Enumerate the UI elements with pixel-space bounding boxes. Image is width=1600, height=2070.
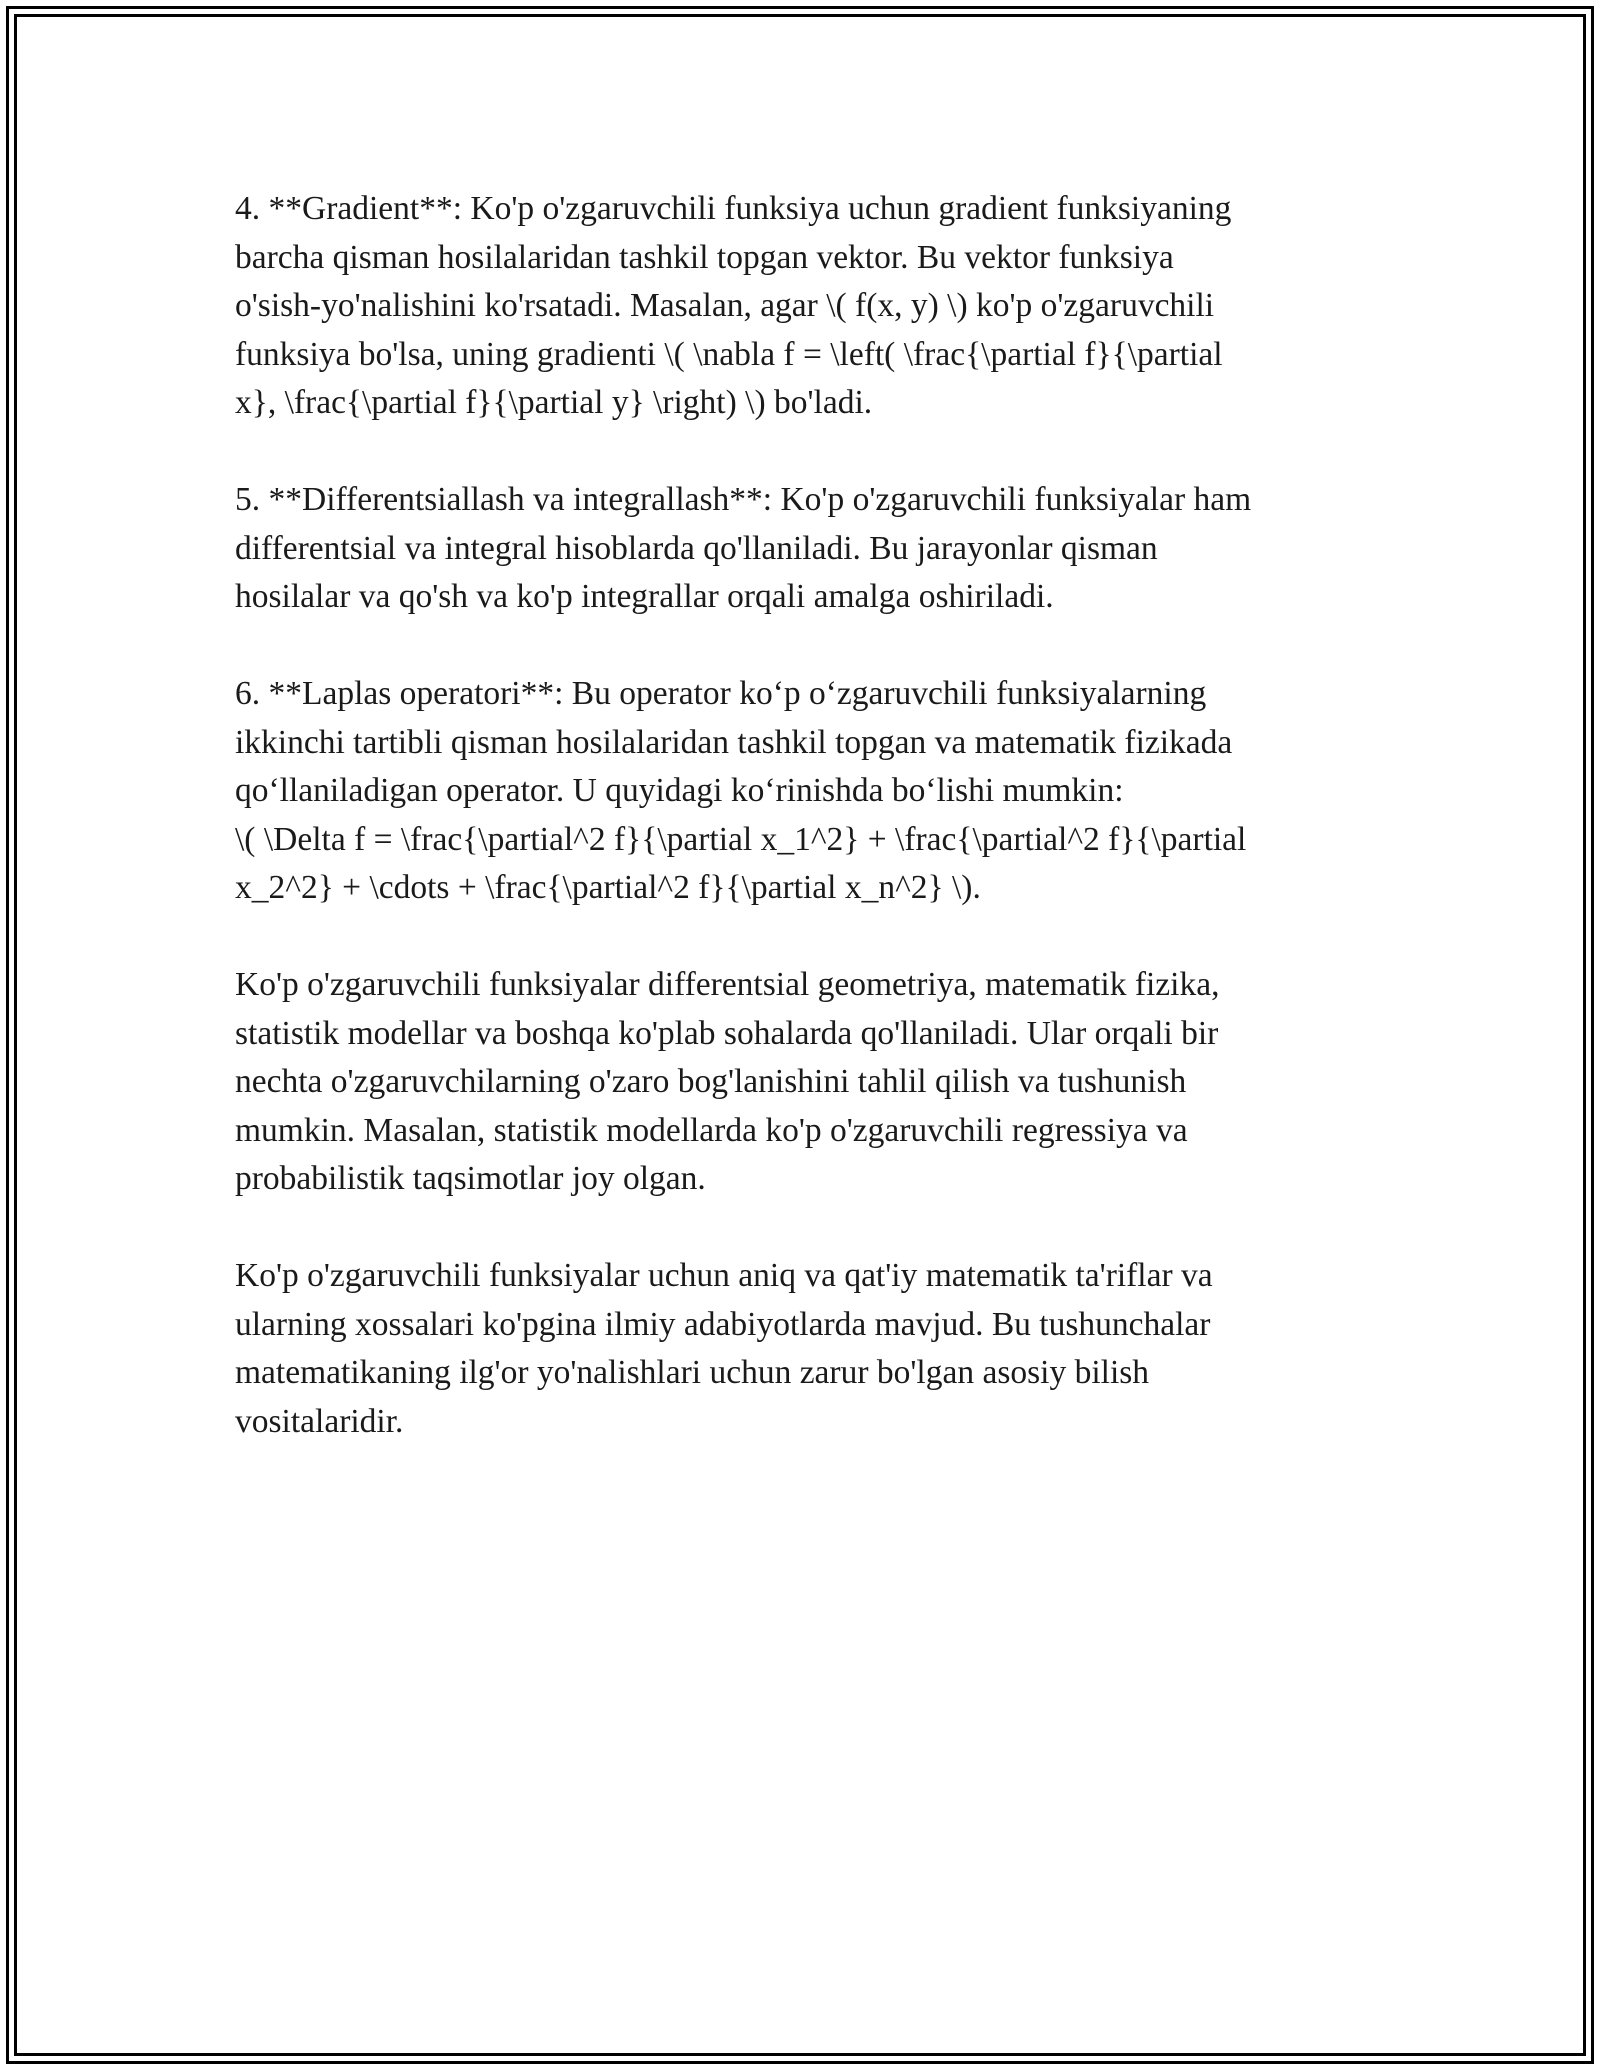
text-line: \( \Delta f = \frac{\partial^2 f}{\partial x_1^2} + \frac{\partial^2 f}{\partial (235, 820, 1247, 858)
text-line: qo‘llaniladigan operator. U quyidagi ko‘rinishda bo‘lishi mumkin: (235, 772, 1124, 809)
text-line: x}, \frac{\partial f}{\partial y} \right) \) bo'ladi. (235, 384, 873, 421)
text-line: 4. **Gradient**: Ko'p o'zgaruvchili funksiya uchun gradient funksiyaning (235, 190, 1232, 227)
text-line: 6. **Laplas operatori**: Bu operator ko‘p o‘zgaruvchili funksiyalarning (235, 675, 1207, 712)
text-line: funksiya bo'lsa, uning gradienti \( \nabla f = \left( \frac{\partial f}{\partial (235, 335, 1223, 373)
text-line: hosilalar va qo'sh va ko'p integrallar orqali amalga oshiriladi. (235, 578, 1054, 615)
paragraph-differentiation-integration (235, 476, 1365, 622)
text-line: probabilistik taqsimotlar joy olgan. (235, 1160, 706, 1197)
text-line: Ko'p o'zgaruvchili funksiyalar differentsial geometriya, matematik fizika, (235, 966, 1220, 1003)
paragraph-conclusion (235, 1252, 1365, 1446)
paragraph-laplace-operator (235, 670, 1365, 913)
text-line: x_2^2} + \cdots + \frac{\partial^2 f}{\partial x_n^2} \). (235, 869, 981, 906)
text-line: statistik modellar va boshqa ko'plab sohalarda qo'llaniladi. Ular orqali bir (235, 1014, 1219, 1052)
text-line: ularning xossalari ko'pgina ilmiy adabiyotlarda mavjud. Bu tushunchalar (235, 1305, 1211, 1343)
text-line: 5. **Differentsiallash va integrallash**: Ko'p o'zgaruvchili funksiyalar ham (235, 481, 1252, 518)
text-line: vositalaridir. (235, 1402, 404, 1440)
text-line: o'sish-yo'nalishini ko'rsatadi. Masalan, agar \( f(x, y) \) ko'p o'zgaruvchili (235, 287, 1215, 324)
text-line: ikkinchi tartibli qisman hosilalaridan tashkil topgan va matematik fizikada (235, 723, 1233, 761)
text-line: matematikaning ilg'or yo'nalishlari uchun zarur bo'lgan asosiy bilish (235, 1354, 1150, 1391)
text-line: barcha qisman hosilalaridan tashkil topgan vektor. Bu vektor funksiya (235, 238, 1174, 276)
text-line: Ko'p o'zgaruvchili funksiyalar uchun aniq va qat'iy matematik ta'riflar va (235, 1257, 1213, 1294)
text-line: mumkin. Masalan, statistik modellarda ko'p o'zgaruvchili regressiya va (235, 1111, 1188, 1149)
text-line: nechta o'zgaruvchilarning o'zaro bog'lanishini tahlil qilish va tushunish (235, 1063, 1187, 1100)
text-line: differentsial va integral hisoblarda qo'llaniladi. Bu jarayonlar qisman (235, 529, 1158, 567)
paragraph-applications (235, 961, 1365, 1204)
paragraph-gradient (235, 185, 1365, 428)
document-body (235, 185, 1365, 1495)
